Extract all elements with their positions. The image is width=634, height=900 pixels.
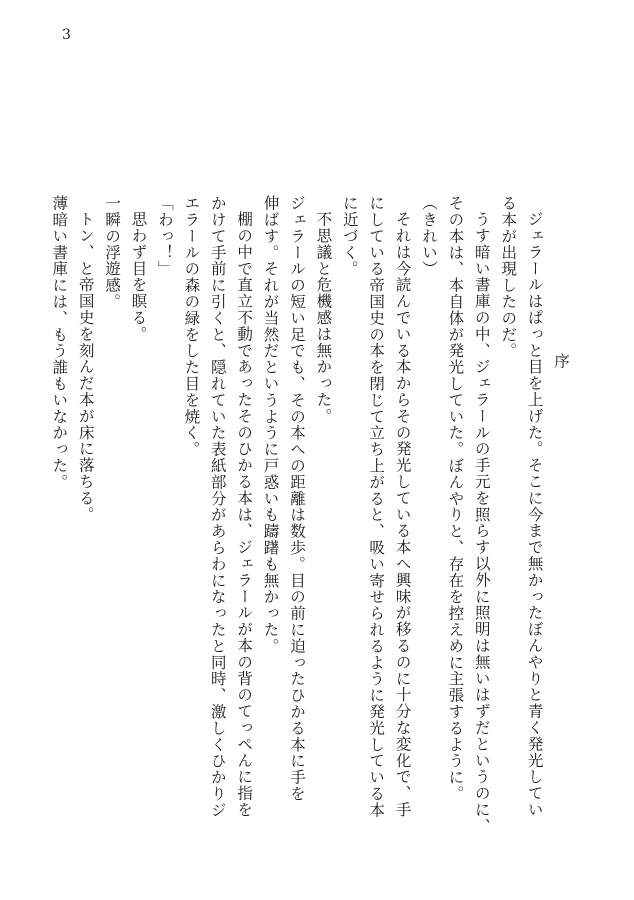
text-line: に近づく。: [340, 195, 359, 277]
text-line: 思わず目を瞑る。: [129, 210, 148, 342]
text-line: 伸ばす。それが当然だというように戸惑いも躊躇も無かった。: [261, 195, 280, 655]
text-line: ジェラールはぱっと目を上げた。そこに今まで無かったぼんやりと青く発光してい: [525, 210, 544, 818]
text-line: る本が出現したのだ。: [499, 195, 518, 359]
page-number: 3: [62, 27, 71, 43]
text-line: トン、と帝国史を刻んだ本が床に落ちる。: [76, 210, 95, 523]
text-line: エラールの森の緑をした目を焼く。: [182, 195, 201, 458]
text-line: にしている帝国史の本を閉じて立ち上がると、吸い寄せられるように発光している本: [367, 195, 386, 819]
text-line: 薄暗い書庫には、もう誰もいなかった。: [50, 195, 69, 491]
text-line: ジェラールの短い足でも、その本への距離は数歩。目の前に迫ったひかる本に手を: [287, 195, 306, 802]
text-line: それは今読んでいる本からその発光している本へ興味が移るのに十分な変化で、手: [393, 210, 412, 818]
chapter-heading: [548, 195, 574, 835]
text-line: 棚の中で直立不動であったそのひかる本は、ジェラールが本の背のてっぺんに指を: [235, 210, 254, 818]
body-text: [46, 195, 574, 835]
text-line: 「わっ！」: [155, 195, 174, 277]
text-line: （きれい）: [419, 195, 438, 277]
text-line: うす暗い書庫の中、ジェラールの手元を照らす以外に照明は無いはずだというのに、: [472, 210, 491, 834]
text-line: その本は、本自体が発光していた。ぼんやりと、存在を控えめに主張するように。: [446, 195, 465, 802]
chapter-heading-text: 序: [552, 353, 570, 370]
text-line: 不思議と危機感は無かった。: [314, 210, 333, 424]
text-line: 一瞬の浮遊感。: [103, 195, 122, 310]
text-line: かけて手前に引くと、隠れていた表紙部分があらわになったと同時、激しくひかりジ: [208, 195, 227, 819]
